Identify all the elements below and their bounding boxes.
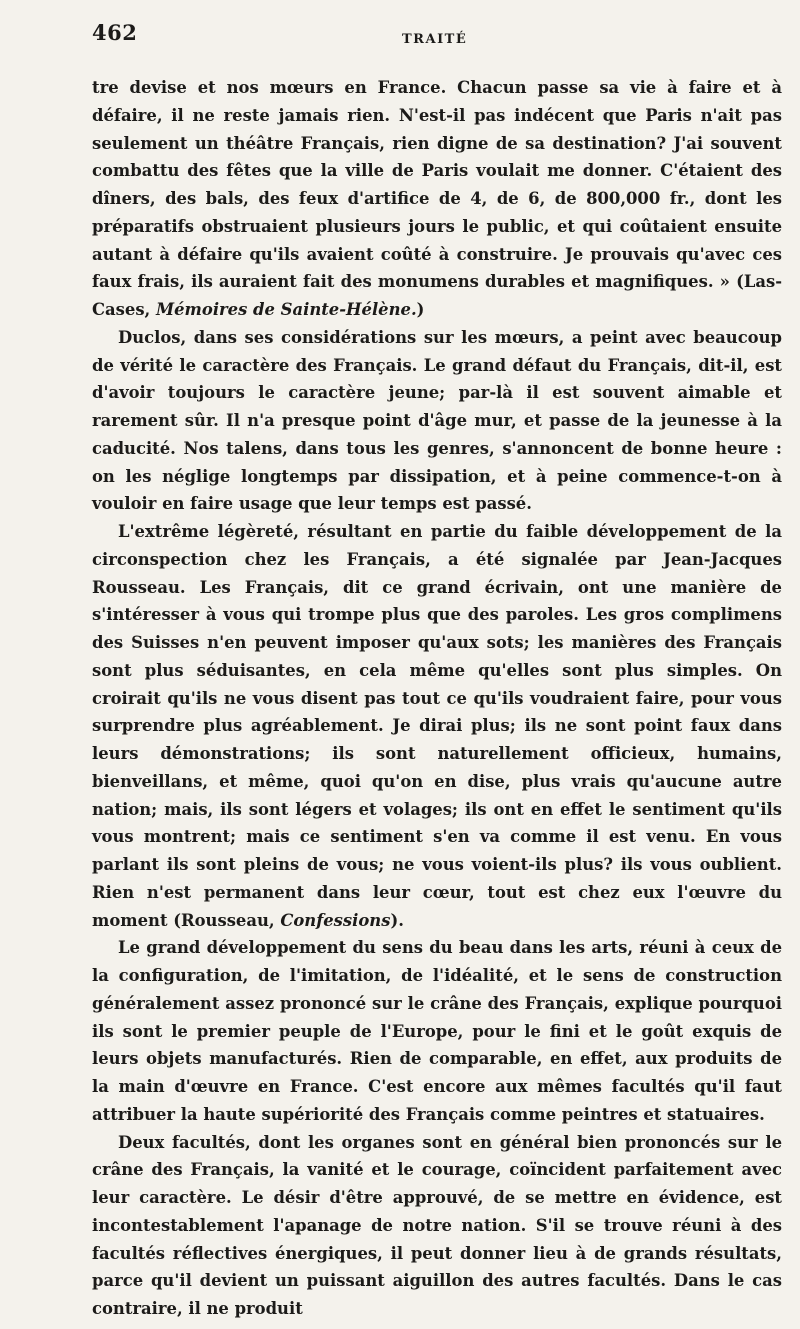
italic-title: Mémoires de Sainte-Hélène. (155, 300, 417, 319)
paragraph (92, 1129, 782, 1323)
text-segment: ) (416, 300, 425, 319)
paragraph (92, 518, 782, 934)
italic-title: Confessions (280, 910, 391, 930)
paragraph (92, 324, 782, 518)
text-segment: L'extrême légèreté, résultant en partie du faible développement de la circonspection chez les Français, a été signalée par Jean-Jacques Rousseau. Les Français, dit ce grand écrivain, ont une manière de s'intéresser à vous qui trompe plus que des paroles. Les gros complimens des Suisses n'en peuvent imposer qu'aux sots; les manières des Français sont plus séduisantes, en cela même qu'elles sont plus simples. On croirait qu'ils ne vous disent pas tout ce qu'ils voudraient faire, pour vous surprendre plus agréablement. Je dirai plus; ils ne sont point faux dans leurs démonstrations; ils sont naturellement officieux, humains, bienveillans, et même, quoi qu'on en dise, plus vrais qu'aucune autre nation; mais, ils sont légers et volages; ils ont en effet le sentiment qu'ils vous montrent; mais ce sentiment s'en va comme il est venu. En vous parlant ils sont pleins de vous; ne vous voient-ils plus? ils vous oublient. Rien n'est permanent dans leur cœur, tout est chez eux l'œuvre du moment (Rousseau, (92, 522, 782, 930)
running-head (92, 18, 782, 58)
text-segment: ). (390, 910, 404, 930)
text-segment: Le grand développement du sens du beau dans les arts, réuni à ceux de la configuration, de l'imitation, de l'idéalité, et le sens de construction généralement assez prononcé sur le crâne des Français, explique pourquoi ils sont le premier peuple de l'Europe, pour le fini et le goût exquis de leurs objets manufacturés. Rien de comparable, en effet, aux produits de la main d'œuvre en France. C'est encore aux mêmes facultés qu'il faut attribuer la haute supériorité des Français comme peintres et statuaires. (92, 938, 782, 1124)
running-title: TRAITÉ (402, 32, 468, 47)
paragraph (92, 74, 782, 324)
text-segment: Duclos, dans ses considérations sur les mœurs, a peint avec beaucoup de vérité le caractère des Français. Le grand défaut du Français, dit-il, est d'avoir toujours le caractère jeune; par-là il est souvent aimable et rarement sûr. Il n'a presque point d'âge mur, et passe de la jeunesse à la caducité. Nos talens, dans tous les genres, s'annoncent de bonne heure : on les néglige longtemps par dissipation, et à peine commence-t-on à vouloir en faire usage que leur temps est passé. (92, 327, 782, 514)
paragraph (92, 934, 782, 1128)
text-segment: tre devise et nos mœurs en France. Chacun passe sa vie à faire et à défaire, il ne reste jamais rien. N'est-il pas indécent que Paris n'ait pas seulement un théâtre Français, rien digne de sa destination? J'ai souvent combattu des fêtes que la ville de Paris voulait me donner. C'étaient des dîners, des bals, des feux d'artifice de 4, de 6, de 800,000 fr., dont les préparatifs obstruaient plusieurs jours le public, et qui coûtaient ensuite autant à défaire qu'ils avaient coûté à construire. Je prouvais qu'avec ces faux frais, ils auraient fait des monumens durables et magnifiques. » (Las-Cases, (92, 78, 782, 319)
text-segment: Deux facultés, dont les organes sont en général bien prononcés sur le crâne des Français, la vanité et le courage, coïncident parfaitement avec leur caractère. Le désir d'être approuvé, de se mettre en évidence, est incontestablement l'apanage de notre nation. S'il se trouve réuni à des facultés réflectives énergiques, il peut donner lieu à de grands résultats, parce qu'il devient un puissant aiguillon des autres facultés. Dans le cas contraire, il ne produit (92, 1132, 782, 1318)
body-text (92, 74, 782, 1323)
page-number: 462 (92, 20, 138, 45)
